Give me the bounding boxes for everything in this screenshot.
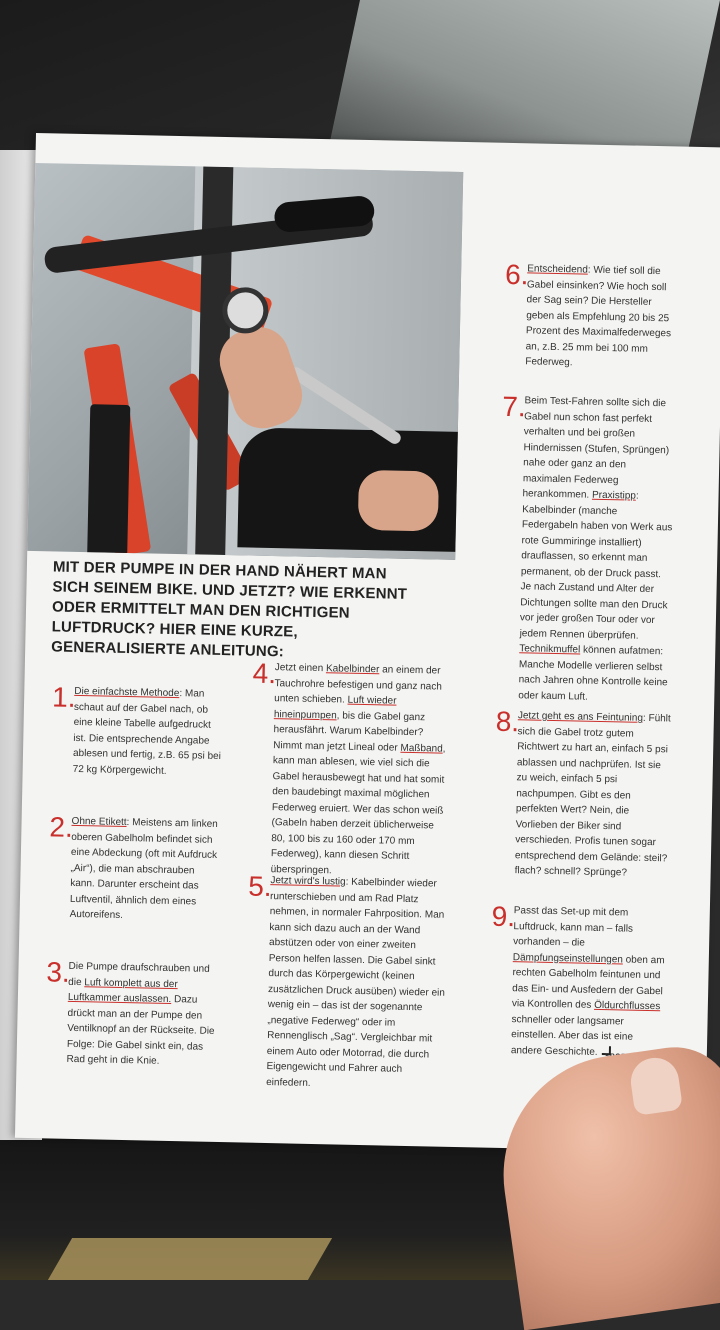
step-number: 1. [51,681,76,713]
step-body: : Kabelbinder (manche Federgabeln haben von Werk aus rote Gummiringe installiert) drauflassen, so erkennt man permanent, ob der Druck passt. Je nach Zustand und Alter der Dichtungen sollte man den Druck vor jeder großen Tour oder vor jedem Rennen überprüfen. [519,490,673,642]
step-body: Jetzt einen [274,662,327,675]
step-number: 2. [49,811,74,843]
thumbnail-nail [628,1055,683,1116]
step-keyword: Öldurchflusses [594,999,661,1013]
magazine-page [15,133,720,1152]
step-keyword: Luft wieder hineinpumpen [273,694,397,721]
background-table-corner [328,0,720,150]
step-text [489,900,667,1062]
step-2 [47,813,219,925]
article-headline: MIT DER PUMPE IN DER HAND NÄHERT MAN SICH SEINEM BIKE. UND JETZT? WIE ERKENNT ODER ERMITTELT MAN DEN RICHTIGEN LUFTDRUCK? HIER EINE KURZE, GENERALISIERTE ANLEITUNG: [51,558,408,661]
step-text [244,870,449,1094]
step-body: Dazu drückt man an der Pumpe den Ventilknopf an der Rückseite. Die Folge: Die Gabel sinkt ein, das Rad geht in die Knie. [66,994,215,1067]
step-3 [44,958,216,1070]
step-body: : Man schaut auf der Gabel nach, ob eine kleine Tabelle aufgedruckt ist. Die entsprechende Angabe ablesen und fertig, z.B. 65 psi bei 72 kg Körpergewicht. [72,688,221,777]
step-keyword: Luft komplett aus der Luftkammer auslassen. [67,976,178,1006]
step-keyword: Dämpfungseinstellungen [512,951,624,965]
step-text [492,705,671,882]
step-body: an einem der Tauchrohre befestigen und ganz nach unten schieben. [274,664,442,706]
step-body: können aufatmen: Manche Modelle verlieren selbst nach Jahren ohne Kontrolle keine oder kaum Luft. [518,644,668,703]
step-number: 3. [46,956,71,988]
step-4 [248,657,453,881]
step-5 [244,870,449,1094]
step-7 [496,390,677,707]
step-number: 4. [252,657,277,690]
step-body: : Fühlt sich die Gabel trotz gutem Richtwert zu hart an, einfach 5 psi ablassen und nachprüfen. Ist sie zu weich, einfach 5 psi nachpumpen. Gibt es den perfekten Wert? Nein, die Vorlieben der Biker sind verschieden. Profis tunen sogar entsprechend dem Gelände: steil? flach? schnell? Sprünge? [514,712,671,879]
background-floor [48,1238,332,1280]
step-body: Beim Test-Fahren sollte sich die Gabel nun schon fast perfekt verhalten und bei großen Hindernissen (Stufen, Sprüngen) nahe oder ganz an den maximalen Federweg herankommen. [522,395,670,501]
step-keyword: Jetzt wird's lustig [270,875,346,888]
step-number: 5. [247,870,272,903]
step-keyword: Ohne Etikett [71,815,127,829]
step-keyword: Maßband [400,742,443,755]
step-keyword: Kabelbinder [325,663,380,676]
step-body: : Wie tief soll die Gabel einsinken? Wie hoch soll der Sag sein? Die Hersteller geben als Empfehlung 20 bis 25 Prozent des Maximalfederweges an, z.B. 25 mm bei 100 mm Federweg. [525,264,672,369]
step-1 [51,683,223,780]
step-8 [492,705,671,882]
step-text [51,683,223,780]
step-body: : Kabelbinder wieder runterschieben und am Rad Platz nehmen, in normaler Fahrposition. Man kann sich dazu auch an der Wand abstützen oder von einer zweiten Person helfen lassen. Die Gabel sinkt durch das Körpergewicht (keinen zusätzlichen Druck ausüben) wieder ein wenig ein – das ist der sogenannte „negative Federweg“ oder im Rennenglisch „Sag“. Vergleichbar mit einem Auto oder Motorrad, die durch Eigengewicht und Fahrer auch einfedern. [266,876,445,1089]
step-text [248,657,453,881]
step-9 [489,900,667,1062]
step-body: Passt das Set-up mit dem Luftdruck, kann man – falls vorhanden – die [513,905,634,949]
step-body: : Meistens am linken oberen Gabelholm befindet sich eine Abdeckung (oft mit Aufdruck „Air“), die man abschrauben kann. Darunter erscheint das Luftventil, ähnlich dem eines Autoreifens. [69,817,218,921]
step-6 [503,258,680,373]
step-body: , bis die Gabel ganz herausfährt. Warum Kabelbinder? Nimmt man jetzt Lineal oder [273,709,426,754]
step-keyword: Praxistipp [591,489,637,502]
bike-pump-photo [27,163,463,560]
hand [358,470,439,532]
step-text [47,813,219,925]
step-text [44,958,216,1070]
step-body: , kann man ablesen, wie viel sich die Gabel herausbewegt hat und hat somit den baudebingt maximal möglichen Federweg eruiert. Wer das schon weiß (Gabeln haben derzeit üblicherweise 80, 100 bis zu 160 oder 170 mm Federweg), kann diesen Schritt überspringen. [270,743,446,876]
step-number: 6. [504,258,529,291]
bike-fork [87,404,130,560]
step-text [503,258,680,373]
step-number: 9. [491,900,516,933]
step-number: 8. [495,705,520,738]
step-body: oben am rechten Gabelholm feintunen und das Ein- und Ausfedern der Gabel via Kontrollen des [511,953,665,1011]
step-body: Die Pumpe draufschrauben und die [68,960,210,988]
step-number: 7. [502,390,527,423]
step-keyword: Jetzt geht es ans Feintuning [517,710,644,724]
step-keyword: Entscheidend [527,263,588,276]
step-keyword: Die einfachste Methode [74,685,180,700]
step-keyword: Technikmuffel [519,643,581,656]
step-body: schneller oder langsamer einstellen. Aber das ist eine andere Geschichte. [510,1013,634,1058]
step-text [496,390,677,707]
